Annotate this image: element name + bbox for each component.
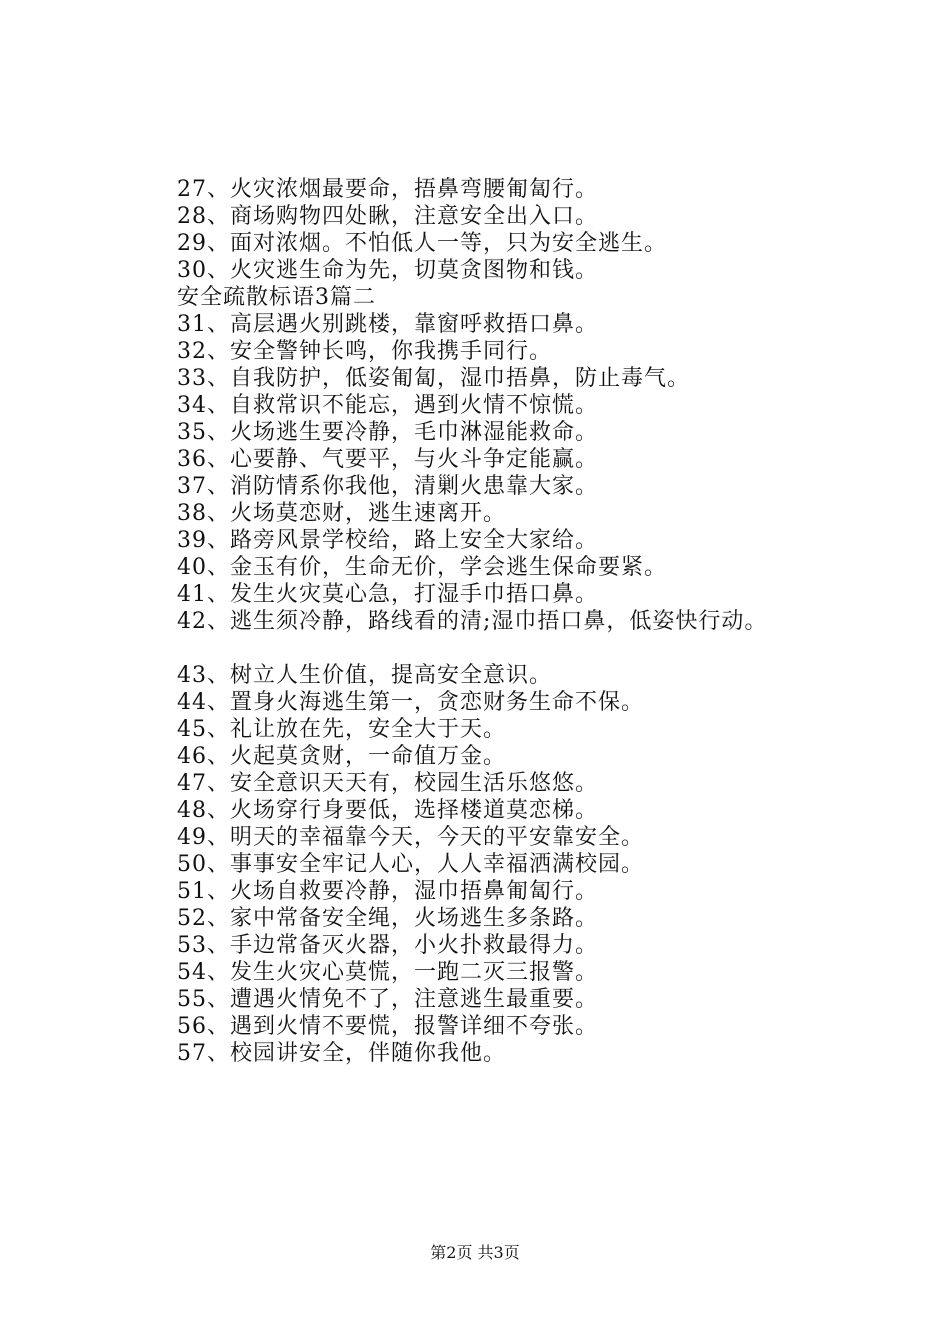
text-line: 41、发生火灾莫心急，打湿手巾捂口鼻。 xyxy=(177,582,598,607)
text-line: 53、手边常备灭火器，小火扑救最得力。 xyxy=(177,933,598,958)
text-line: 43、树立人生价值，提高安全意识。 xyxy=(177,663,552,688)
text-line: 55、遭遇火情免不了，注意逃生最重要。 xyxy=(177,987,598,1012)
text-line: 45、礼让放在先，安全大于天。 xyxy=(177,717,506,742)
text-line: 56、遇到火情不要慌，报警详细不夸张。 xyxy=(177,1014,598,1039)
text-line: 44、置身火海逃生第一，贪恋财务生命不保。 xyxy=(177,690,644,715)
text-line: 40、金玉有价，生命无价，学会逃生保命要紧。 xyxy=(177,555,667,580)
text-line: 35、火场逃生要冷静，毛巾淋湿能救命。 xyxy=(177,420,598,445)
text-line: 47、安全意识天天有，校园生活乐悠悠。 xyxy=(177,771,598,796)
text-line: 30、火灾逃生命为先，切莫贪图物和钱。 xyxy=(177,258,598,283)
text-line: 36、心要静、气要平，与火斗争定能赢。 xyxy=(177,447,598,472)
text-line: 32、安全警钟长鸣，你我携手同行。 xyxy=(177,339,552,364)
text-line: 27、火灾浓烟最要命，捂鼻弯腰匍匐行。 xyxy=(177,177,598,202)
section-heading: 安全疏散标语3篇二 xyxy=(177,285,376,310)
text-line: 34、自救常识不能忘，遇到火情不惊慌。 xyxy=(177,393,598,418)
page-footer: 第2页 共3页 xyxy=(430,1243,520,1262)
text-line: 33、自我防护，低姿匍匐，湿巾捂鼻，防止毒气。 xyxy=(177,366,690,391)
blank-line xyxy=(177,635,897,662)
text-line: 39、路旁风景学校给，路上安全大家给。 xyxy=(177,528,598,553)
text-line: 50、事事安全牢记人心，人人幸福洒满校园。 xyxy=(177,852,644,877)
text-line: 52、家中常备安全绳，火场逃生多条路。 xyxy=(177,906,598,931)
text-line: 51、火场自救要冷静，湿巾捂鼻匍匐行。 xyxy=(177,879,598,904)
text-line: 28、商场购物四处瞅，注意安全出入口。 xyxy=(177,204,598,229)
text-line: 54、发生火灾心莫慌，一跑二灭三报警。 xyxy=(177,960,598,985)
text-line: 46、火起莫贪财，一命值万金。 xyxy=(177,744,506,769)
text-line: 37、消防情系你我他，清剿火患靠大家。 xyxy=(177,474,598,499)
text-line: 31、高层遇火别跳楼，靠窗呼救捂口鼻。 xyxy=(177,312,598,337)
text-line: 49、明天的幸福靠今天，今天的平安靠安全。 xyxy=(177,825,644,850)
document-body xyxy=(177,176,897,1067)
text-line: 38、火场莫恋财，逃生速离开。 xyxy=(177,501,506,526)
text-line: 48、火场穿行身要低，选择楼道莫恋梯。 xyxy=(177,798,598,823)
text-line: 57、校园讲安全，伴随你我他。 xyxy=(177,1041,506,1066)
text-line: 29、面对浓烟。不怕低人一等，只为安全逃生。 xyxy=(177,231,667,256)
text-line: 42、逃生须冷静，路线看的清;湿巾捂口鼻，低姿快行动。 xyxy=(177,609,768,634)
